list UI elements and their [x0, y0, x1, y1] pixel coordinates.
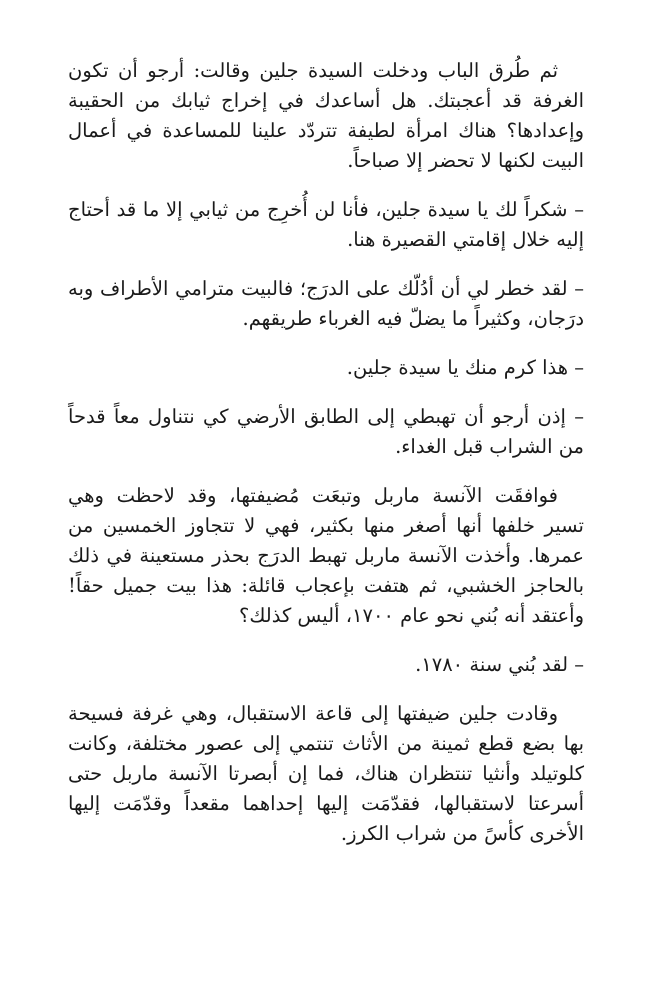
paragraph-dialogue-5: – لقد بُني سنة ١٧٨٠.	[415, 653, 584, 676]
paragraph-dialogue-3: – هذا كرم منك يا سيدة جلين.	[346, 356, 584, 379]
paragraph-narration-1: ثم طُرق الباب ودخلت السيدة جلين وقالت: أرجو أن تكون الغرفة قد أعجبتك. هل أساعدك في إخراج ثيابك من الحقيبة وإعدادها؟ هناك امرأة لطيفة تتردّد علينا للمساعدة في أعمال البيت لكنها لا تحضر إلا صباحاً.	[68, 59, 584, 172]
paragraph-narration-2: فوافقَت الآنسة ماربل وتبعَت مُضيفتها، وقد لاحظت وهي تسير خلفها أنها أصغر منها بكثير، فهي لا تتجاوز الخمسين من عمرها. وأخذت الآنسة ماربل تهبط الدرَج بحذر مستعينة في ذلك بالحاجز الخشبي، ثم هتفت بإعجاب قائلة: هذا بيت جميل حقاً! وأعتقد أنه بُني نحو عام ١٧٠٠، أليس كذلك؟	[68, 484, 584, 627]
paragraph-dialogue-1: – شكراً لك يا سيدة جلين، فأنا لن أُخرِج من ثيابي إلا ما قد أحتاج إليه خلال إقامتي القصيرة هنا.	[68, 198, 584, 251]
paragraph-dialogue-2: – لقد خطر لي أن أدُلّك على الدرَج؛ فالبيت مترامي الأطراف وبه درَجان، وكثيراً ما يضلّ فيه الغرباء طريقهم.	[68, 277, 584, 330]
paragraph-dialogue-4: – إذن أرجو أن تهبطي إلى الطابق الأرضي كي نتناول معاً قدحاً من الشراب قبل الغداء.	[68, 405, 584, 458]
book-page	[68, 56, 584, 986]
paragraph-narration-3: وقادت جلين ضيفتها إلى قاعة الاستقبال، وهي غرفة فسيحة بها بضع قطع ثمينة من الأثاث تنتمي إلى عصور مختلفة، وكانت كلوتيلد وأنثيا تنتظران هناك، فما إن أبصرتا الآنسة ماربل حتى أسرعتا لاستقبالها، فقدّمَت إليها إحداهما مقعداً وقدّمَت إليها الأخرى كأسً من شراب الكرز.	[68, 702, 584, 845]
